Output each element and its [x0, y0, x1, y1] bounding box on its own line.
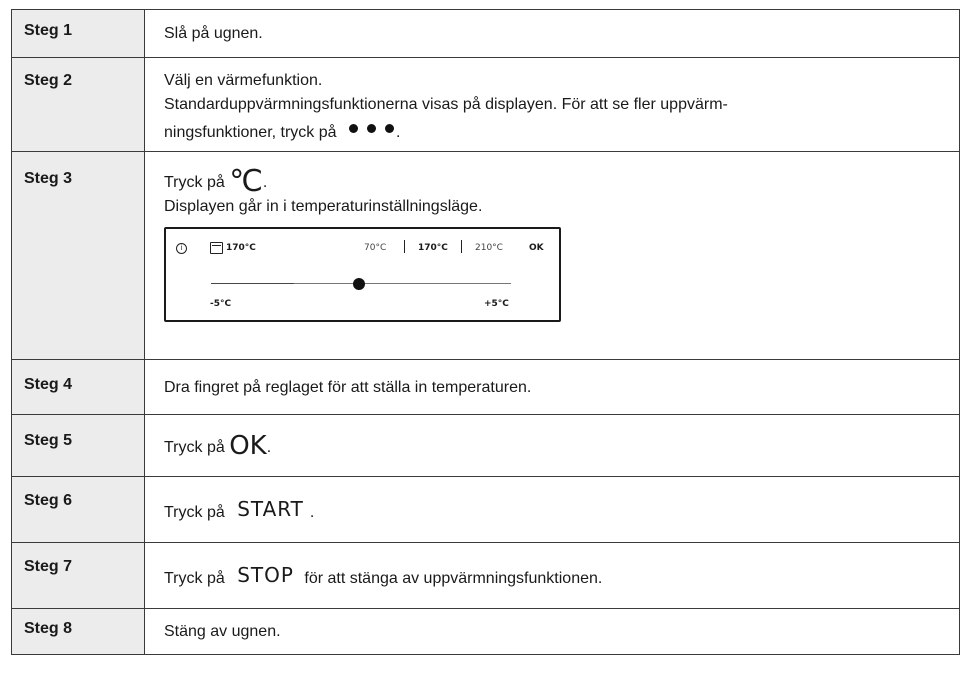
step-content — [145, 152, 960, 360]
start-symbol: START — [237, 497, 304, 521]
oven-icon — [210, 242, 223, 254]
step-row-1 — [12, 10, 960, 58]
step-label: Steg 3 — [12, 152, 145, 360]
step-text: Tryck på — [164, 570, 225, 587]
step-label: Steg 5 — [12, 415, 145, 477]
step-text: Välj en värmefunktion. — [164, 72, 323, 89]
step-text: Tryck på — [164, 439, 225, 456]
step-row-4 — [12, 360, 960, 415]
step-text: Tryck på — [164, 504, 225, 521]
step-row-8 — [12, 609, 960, 655]
step-row-5 — [12, 415, 960, 477]
three-dots-icon — [349, 120, 396, 144]
step-text: för att stänga av uppvärmningsfunktionen. — [304, 570, 603, 587]
step-text: Displayen går in i temperaturinställningsläge. — [164, 198, 483, 215]
step-text: . — [266, 439, 272, 456]
step-label: Steg 2 — [12, 58, 145, 152]
step-row-3 — [12, 152, 960, 360]
step-text: Tryck på — [164, 174, 225, 191]
offset-max-label: +5°C — [484, 299, 509, 309]
celsius-icon: ℃ — [229, 164, 263, 199]
divider — [404, 240, 405, 253]
step-row-2 — [12, 58, 960, 152]
step-label: Steg 8 — [12, 609, 145, 655]
step-text-line — [164, 164, 959, 199]
step-text: . — [309, 504, 315, 521]
step-content — [145, 415, 960, 477]
step-text: . — [262, 174, 268, 191]
step-text: Stäng av ugnen. — [145, 609, 960, 655]
step-text: Dra fingret på reglaget för att ställa in temperaturen. — [145, 360, 960, 415]
step-content — [145, 543, 960, 609]
step-label: Steg 7 — [12, 543, 145, 609]
info-icon: i — [176, 243, 187, 254]
ok-label: OK — [529, 243, 544, 253]
step-text: ningsfunktioner, tryck på — [164, 124, 337, 141]
step-row-7 — [12, 543, 960, 609]
temperature-display-illustration — [164, 227, 561, 322]
current-temperature: 170°C — [226, 243, 256, 253]
temperature-slider-fill — [211, 283, 294, 284]
temperature-option-low: 70°C — [364, 243, 387, 253]
step-label: Steg 1 — [12, 10, 145, 58]
step-text-line — [164, 120, 959, 145]
step-label: Steg 6 — [12, 477, 145, 543]
step-content — [145, 58, 960, 152]
stop-symbol: STOP — [237, 563, 294, 587]
step-row-6 — [12, 477, 960, 543]
temperature-slider-knob — [353, 278, 365, 290]
step-content — [145, 477, 960, 543]
divider — [461, 240, 462, 253]
step-text: Slå på ugnen. — [145, 10, 960, 58]
temperature-option-selected: 170°C — [418, 243, 448, 253]
step-text: . — [396, 124, 401, 141]
step-label: Steg 4 — [12, 360, 145, 415]
offset-min-label: -5°C — [210, 299, 232, 309]
ok-symbol: OK — [229, 431, 267, 461]
step-text: Standarduppvärmningsfunktionerna visas på displayen. För att se fler uppvärm- — [164, 96, 728, 113]
instruction-table — [11, 9, 960, 655]
temperature-option-high: 210°C — [475, 243, 503, 253]
